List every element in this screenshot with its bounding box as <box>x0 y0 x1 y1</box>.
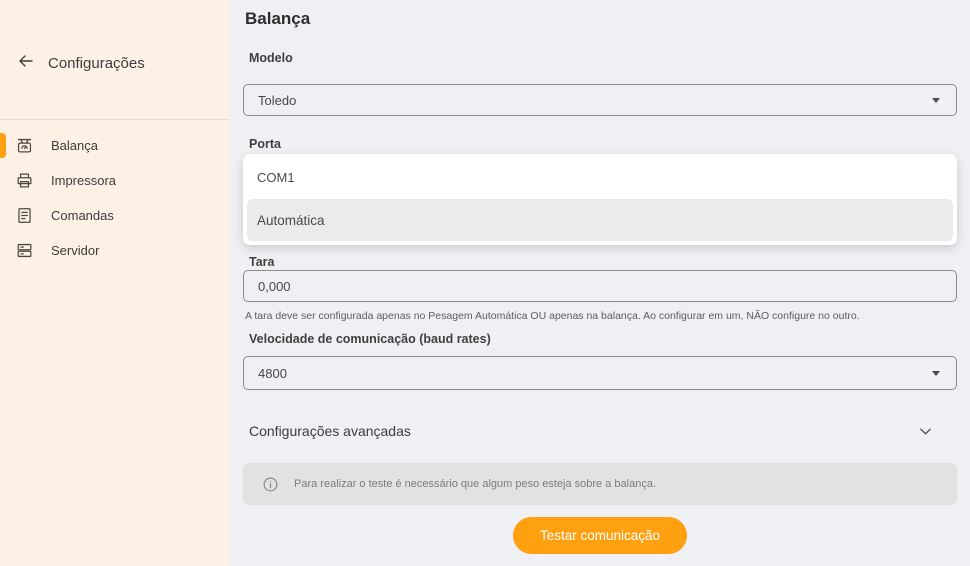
sidebar-header <box>17 52 145 74</box>
tara-helper-text: A tara deve ser configurada apenas no Pesagem Automática OU apenas na balança. Ao configurar em um, NÃO configure no outro. <box>245 310 860 322</box>
baud-select-value: 4800 <box>258 365 287 381</box>
back-button[interactable] <box>17 52 35 74</box>
modelo-label: Modelo <box>249 51 293 65</box>
porta-option-automatica[interactable] <box>247 199 953 241</box>
page-title: Balança <box>245 9 311 28</box>
button-row <box>243 517 957 554</box>
active-indicator <box>0 133 6 158</box>
info-icon <box>262 476 279 493</box>
sidebar-item-balanca[interactable] <box>0 128 230 163</box>
porta-label: Porta <box>249 137 281 151</box>
scale-icon <box>15 136 34 155</box>
advanced-settings-accordion[interactable] <box>243 414 957 448</box>
baud-select[interactable] <box>243 356 957 390</box>
porta-option-label: Automática <box>257 212 325 228</box>
chevron-down-icon <box>918 424 933 439</box>
advanced-settings-label: Configurações avançadas <box>249 423 411 439</box>
caret-down-icon <box>932 371 940 376</box>
info-banner-text: Para realizar o teste é necessário que algum peso esteja sobre a balança. <box>294 478 656 490</box>
info-banner <box>243 463 957 505</box>
receipt-icon <box>15 206 34 225</box>
porta-option-label: COM1 <box>257 170 295 185</box>
sidebar-item-label: Comandas <box>51 208 114 223</box>
modelo-select-value: Toledo <box>258 92 297 108</box>
test-communication-button[interactable]: Testar comunicação <box>513 517 687 554</box>
server-icon <box>15 241 34 260</box>
sidebar-item-comandas[interactable] <box>0 198 230 233</box>
baud-label: Velocidade de comunicação (baud rates) <box>249 332 491 346</box>
sidebar-item-servidor[interactable] <box>0 233 230 268</box>
sidebar-item-label: Balança <box>51 138 98 153</box>
sidebar-title: Configurações <box>48 54 145 72</box>
sidebar <box>0 0 230 566</box>
sidebar-item-label: Impressora <box>51 173 117 188</box>
arrow-left-icon <box>17 52 35 74</box>
tara-input[interactable] <box>243 270 957 302</box>
sidebar-item-label: Servidor <box>51 243 100 258</box>
modelo-select[interactable] <box>243 84 957 116</box>
porta-option-com1[interactable] <box>243 156 957 199</box>
tara-label: Tara <box>249 255 275 269</box>
caret-down-icon <box>932 98 940 103</box>
sidebar-item-impressora[interactable] <box>0 163 230 198</box>
tara-input-value: 0,000 <box>258 278 291 294</box>
printer-icon <box>15 171 34 190</box>
sidebar-divider <box>0 119 230 120</box>
porta-dropdown-panel <box>243 154 957 245</box>
sidebar-nav <box>0 128 230 268</box>
